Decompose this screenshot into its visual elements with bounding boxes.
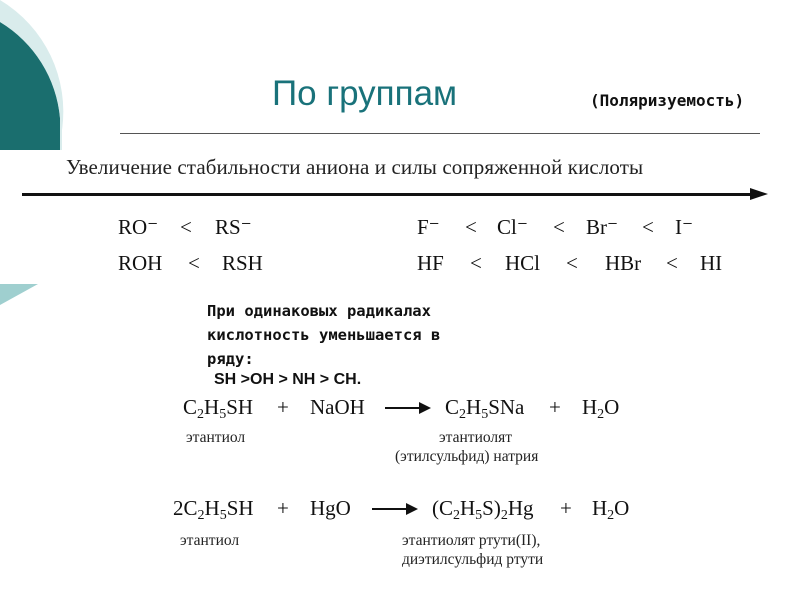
formula-part: O bbox=[614, 496, 630, 520]
subscript: 2 bbox=[453, 508, 460, 523]
formula-part: Hg bbox=[507, 496, 534, 520]
formula-part: H bbox=[460, 496, 476, 520]
light-teal-triangle bbox=[0, 284, 38, 305]
subscript: 2 bbox=[197, 508, 205, 523]
formula-part: H bbox=[204, 496, 220, 520]
teal-circle-segment bbox=[0, 0, 60, 150]
formula-part: SNa bbox=[488, 395, 525, 419]
less-than: < bbox=[470, 251, 482, 275]
subscript: 5 bbox=[475, 508, 483, 523]
plus-sign: + bbox=[277, 395, 289, 419]
title-divider bbox=[120, 133, 760, 134]
subscript: 2 bbox=[597, 407, 605, 422]
formula-part: H bbox=[204, 395, 220, 419]
slide-subtitle: (Поляризуемость) bbox=[590, 91, 745, 110]
stability-arrow-head bbox=[750, 188, 768, 200]
subscript: 5 bbox=[219, 508, 227, 523]
light-teal-circle-segment bbox=[0, 0, 63, 150]
anion-cl: Cl⁻ bbox=[497, 215, 528, 239]
subscript: 2 bbox=[500, 508, 508, 523]
acid-rsh: RSH bbox=[222, 251, 263, 275]
reaction-2-reactant-2: HgO bbox=[310, 496, 351, 520]
subscript: 2 bbox=[607, 508, 615, 523]
reaction-1-product-2 bbox=[582, 395, 619, 420]
reaction-2-product-2 bbox=[592, 496, 629, 521]
less-than: < bbox=[566, 251, 578, 275]
note-line: При одинаковых радикалах bbox=[207, 302, 431, 320]
reaction-1-product-1 bbox=[445, 395, 524, 420]
acid-row bbox=[0, 251, 800, 279]
reaction-2-product-1 bbox=[432, 496, 534, 521]
slide-title: По группам bbox=[272, 74, 458, 113]
acid-roh: ROH bbox=[118, 251, 163, 275]
acid-hi: HI bbox=[700, 251, 723, 275]
less-than: < bbox=[465, 215, 477, 239]
reaction-2-arrow bbox=[372, 508, 416, 510]
reaction-1-reactant-2: NaOH bbox=[310, 395, 365, 419]
reaction-2-reactant-1 bbox=[173, 496, 254, 521]
acidity-note bbox=[207, 299, 547, 371]
anion-ro: RO⁻ bbox=[118, 215, 159, 239]
acid-hf: HF bbox=[417, 251, 444, 275]
formula-part: H bbox=[582, 395, 598, 419]
reaction-1-arrow bbox=[385, 407, 429, 409]
less-than: < bbox=[553, 215, 565, 239]
subscript: 2 bbox=[197, 407, 205, 422]
formula-part: C bbox=[445, 395, 460, 419]
less-than: < bbox=[666, 251, 678, 275]
stability-arrow-line bbox=[22, 193, 752, 196]
plus-sign: + bbox=[277, 496, 289, 520]
subscript: 2 bbox=[459, 407, 467, 422]
anion-i: I⁻ bbox=[675, 215, 694, 239]
note-line: кислотность уменьшается в bbox=[207, 326, 441, 344]
reaction-2-label-right: диэтилсульфид ртути bbox=[402, 551, 544, 568]
reaction-1-label-right: (этилсульфид) натрия bbox=[395, 448, 539, 465]
reaction-2-label-right: этантиолят ртути(II), bbox=[402, 532, 541, 549]
reaction-1-label-right: этантиолят bbox=[439, 429, 513, 446]
acid-hbr: HBr bbox=[605, 251, 642, 275]
acidity-series: SH >OH > NH > CH. bbox=[214, 371, 362, 388]
less-than: < bbox=[642, 215, 654, 239]
formula-part: SH bbox=[226, 496, 254, 520]
formula-part: O bbox=[604, 395, 620, 419]
formula-part: (C bbox=[432, 496, 453, 520]
formula-part: SH bbox=[226, 395, 254, 419]
less-than: < bbox=[180, 215, 192, 239]
subscript: 5 bbox=[219, 407, 227, 422]
stability-caption: Увеличение стабильности аниона и силы сопряженной кислоты bbox=[66, 155, 644, 179]
acid-hcl: HCl bbox=[505, 251, 541, 275]
reaction-1-reactant-1 bbox=[183, 395, 253, 420]
anion-br: Br⁻ bbox=[586, 215, 619, 239]
formula-part: S) bbox=[482, 496, 501, 520]
reaction-2-label-left: этантиол bbox=[180, 532, 240, 549]
formula-part: H bbox=[466, 395, 482, 419]
reaction-1-label-left: этантиол bbox=[186, 429, 246, 446]
formula-part: C bbox=[183, 395, 198, 419]
plus-sign: + bbox=[560, 496, 572, 520]
anion-f: F⁻ bbox=[417, 215, 440, 239]
formula-part: H bbox=[592, 496, 608, 520]
plus-sign: + bbox=[549, 395, 561, 419]
anion-row bbox=[0, 215, 800, 243]
less-than: < bbox=[188, 251, 200, 275]
subscript: 5 bbox=[481, 407, 489, 422]
formula-part: 2C bbox=[173, 496, 198, 520]
anion-rs: RS⁻ bbox=[215, 215, 252, 239]
note-line: ряду: bbox=[207, 350, 254, 368]
